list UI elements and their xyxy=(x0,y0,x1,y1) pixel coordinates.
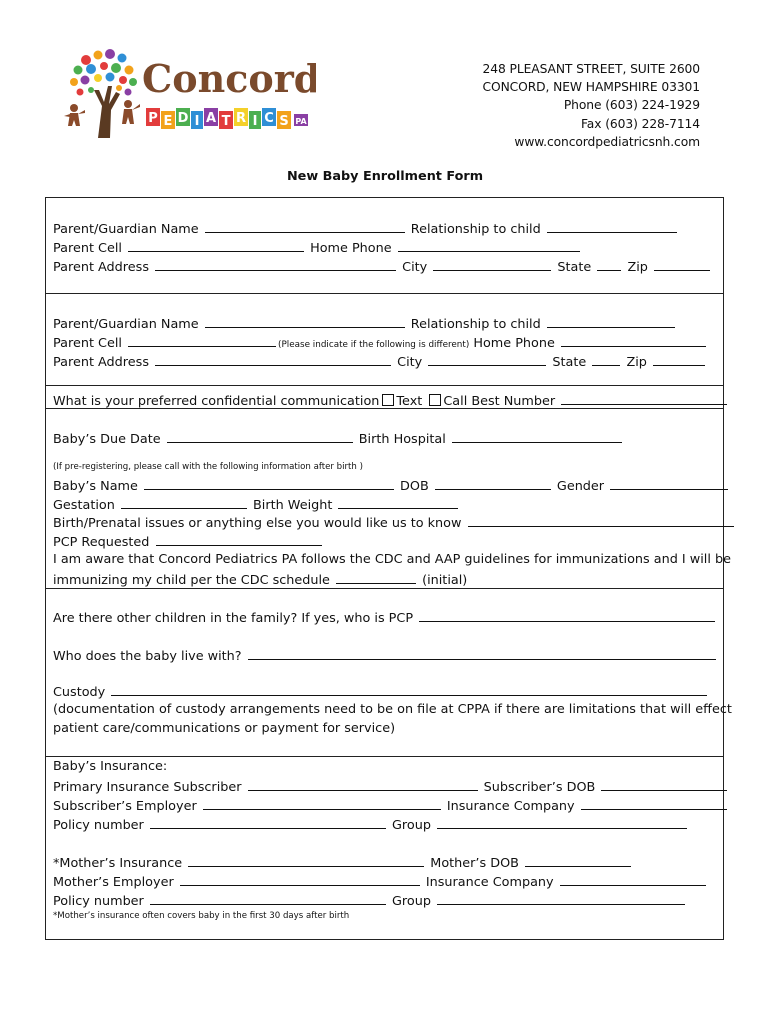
form-title: New Baby Enrollment Form xyxy=(286,169,484,184)
prereg-note: (If pre-registering, please call with the following information after birth ) xyxy=(53,462,363,472)
insurance-heading: Baby’s Insurance: xyxy=(53,759,168,774)
due-date-label: Baby’s Due Date xyxy=(53,432,161,447)
parent1-cell-field[interactable] xyxy=(128,239,304,252)
parent1-city-label: City xyxy=(402,260,428,275)
policy-number-2-field[interactable] xyxy=(150,892,386,905)
parent1-name-field[interactable] xyxy=(205,220,405,233)
gestation-field[interactable] xyxy=(121,496,247,509)
parent2-state-label: State xyxy=(552,355,587,370)
call-option-label: Call Best Number xyxy=(443,394,556,409)
parent1-address-label: Parent Address xyxy=(53,260,149,275)
gender-field[interactable] xyxy=(610,477,728,490)
parent1-city-field[interactable] xyxy=(433,258,551,271)
parent2-different-note: (Please indicate if the following is different) xyxy=(278,340,470,350)
custody-label: Custody xyxy=(53,685,106,700)
pcp-row xyxy=(53,533,324,551)
other-children-label: Are there other children in the family? If yes, who is PCP xyxy=(53,611,414,626)
parent2-city-field[interactable] xyxy=(428,353,546,366)
immunization-statement-cont: immunizing my child per the CDC schedule xyxy=(53,573,330,588)
svg-text:D: D xyxy=(177,111,189,126)
svg-text:E: E xyxy=(163,114,173,129)
insurance-heading-row xyxy=(53,759,167,775)
birth-hospital-label: Birth Hospital xyxy=(358,432,446,447)
parent1-relationship-label: Relationship to child xyxy=(410,222,541,237)
text-option-label: Text xyxy=(396,394,423,409)
parent1-address-field[interactable] xyxy=(155,258,396,271)
website-link[interactable]: www.concordpediatricsnh.com xyxy=(514,134,700,149)
communication-question: What is your preferred confidential communication xyxy=(53,394,380,409)
subscriber-dob-label: Subscriber’s DOB xyxy=(483,780,596,795)
lives-with-field[interactable] xyxy=(248,647,716,660)
svg-text:S: S xyxy=(279,114,289,129)
issues-field[interactable] xyxy=(468,514,734,527)
fax-number: Fax (603) 228-7114 xyxy=(580,116,700,131)
section-divider xyxy=(45,293,724,294)
subscriber-dob-field[interactable] xyxy=(601,778,727,791)
best-number-field[interactable] xyxy=(561,392,727,405)
svg-text:P: P xyxy=(148,111,158,126)
parent2-address-field[interactable] xyxy=(155,353,391,366)
issues-label: Birth/Prenatal issues or anything else you would like us to know xyxy=(53,516,462,531)
parent2-zip-label: Zip xyxy=(626,355,647,370)
svg-text:I: I xyxy=(252,114,258,129)
baby-name-field[interactable] xyxy=(144,477,394,490)
mothers-employer-label: Mother’s Employer xyxy=(53,875,174,890)
insurance-company-2-label: Insurance Company xyxy=(425,875,554,890)
svg-text:R: R xyxy=(235,111,247,126)
insurance-company-field[interactable] xyxy=(581,797,727,810)
parent2-home-phone-field[interactable] xyxy=(561,334,706,347)
birth-weight-field[interactable] xyxy=(338,496,458,509)
initial-label: (initial) xyxy=(422,573,468,588)
parent2-state-field[interactable] xyxy=(592,353,620,366)
insurance-company-2-field[interactable] xyxy=(560,873,706,886)
parent1-row-address xyxy=(53,258,712,276)
custody-note-line2 xyxy=(53,721,395,737)
birth-weight-label: Birth Weight xyxy=(253,498,333,513)
communication-row xyxy=(53,392,729,410)
issues-row xyxy=(53,514,736,532)
logo-tree-graphic xyxy=(58,46,316,146)
custody-note-line1 xyxy=(53,702,732,718)
practice-contact-info xyxy=(440,60,700,151)
dob-label: DOB xyxy=(400,479,429,494)
custody-note-cont: patient care/communications or payment for service) xyxy=(53,721,396,736)
due-date-field[interactable] xyxy=(167,430,353,443)
custody-field[interactable] xyxy=(111,683,707,696)
parent1-name-label: Parent/Guardian Name xyxy=(53,222,199,237)
primary-subscriber-label: Primary Insurance Subscriber xyxy=(53,780,242,795)
parent2-cell-field[interactable] xyxy=(128,334,276,347)
birth-hospital-field[interactable] xyxy=(452,430,622,443)
parent2-address-label: Parent Address xyxy=(53,355,149,370)
dob-field[interactable] xyxy=(435,477,551,490)
parent1-home-phone-field[interactable] xyxy=(398,239,580,252)
parent1-cell-label: Parent Cell xyxy=(53,241,122,256)
gender-label: Gender xyxy=(556,479,605,494)
immunization-statement-line2 xyxy=(53,571,467,589)
parent1-home-phone-label: Home Phone xyxy=(310,241,392,256)
logo-suffix: PA xyxy=(295,117,307,126)
policy-number-field[interactable] xyxy=(150,816,386,829)
call-checkbox[interactable] xyxy=(429,394,441,406)
policy-number-2-row xyxy=(53,892,687,910)
parent2-relationship-label: Relationship to child xyxy=(410,317,541,332)
svg-text:T: T xyxy=(221,114,231,129)
mothers-insurance-label: *Mother’s Insurance xyxy=(53,856,183,871)
gestation-label: Gestation xyxy=(53,498,115,513)
mothers-dob-label: Mother’s DOB xyxy=(430,856,519,871)
mothers-employer-row xyxy=(53,873,708,891)
group-2-field[interactable] xyxy=(437,892,685,905)
section-divider xyxy=(45,385,724,386)
mothers-insurance-row xyxy=(53,854,633,872)
parent1-state-field[interactable] xyxy=(597,258,621,271)
custody-note: (documentation of custody arrangements need to be on file at CPPA if there are limitations that will effect xyxy=(53,702,732,717)
mothers-insurance-footnote: *Mother’s insurance often covers baby in the first 30 days after birth xyxy=(53,911,350,921)
parent1-row-name xyxy=(53,220,679,238)
subscriber-employer-field[interactable] xyxy=(203,797,441,810)
immunization-statement: I am aware that Concord Pediatrics PA follows the CDC and AAP guidelines for immunizations and I will be xyxy=(53,552,731,567)
other-children-pcp-field[interactable] xyxy=(419,609,715,622)
subscriber-employer-label: Subscriber’s Employer xyxy=(53,799,197,814)
primary-subscriber-field[interactable] xyxy=(248,778,478,791)
baby-name-row xyxy=(53,477,730,495)
group-label: Group xyxy=(391,818,431,833)
policy-number-2-label: Policy number xyxy=(53,894,144,909)
parent2-name-label: Parent/Guardian Name xyxy=(53,317,199,332)
primary-subscriber-row xyxy=(53,778,729,796)
parent2-cell-label: Parent Cell xyxy=(53,336,122,351)
lives-with-row xyxy=(53,647,718,665)
parent2-relationship-field[interactable] xyxy=(547,315,675,328)
parent1-state-label: State xyxy=(557,260,592,275)
parent2-name-field[interactable] xyxy=(205,315,405,328)
phone-number: Phone (603) 224-1929 xyxy=(563,98,700,113)
parent1-row-phone xyxy=(53,239,582,257)
due-date-row xyxy=(53,430,624,448)
gestation-row xyxy=(53,496,460,514)
parent2-city-label: City xyxy=(397,355,423,370)
mothers-dob-field[interactable] xyxy=(525,854,631,867)
parent2-row-name xyxy=(53,315,677,333)
parent2-home-phone-label: Home Phone xyxy=(473,336,555,351)
pcp-field[interactable] xyxy=(156,533,322,546)
group-field[interactable] xyxy=(437,816,687,829)
section-divider xyxy=(45,756,724,757)
other-children-row xyxy=(53,609,717,627)
lives-with-label: Who does the baby live with? xyxy=(53,649,242,664)
custody-row xyxy=(53,683,709,701)
street-address: 248 PLEASANT STREET, SUITE 2600 xyxy=(482,62,700,76)
mothers-employer-field[interactable] xyxy=(180,873,420,886)
insurance-company-label: Insurance Company xyxy=(446,799,575,814)
logo-word-concord: Concord xyxy=(142,56,316,101)
baby-name-label: Baby’s Name xyxy=(53,479,138,494)
parent2-row-address xyxy=(53,353,707,371)
svg-text:C: C xyxy=(264,111,274,126)
svg-text:A: A xyxy=(205,111,217,126)
subscriber-employer-row xyxy=(53,797,729,815)
parent1-zip-label: Zip xyxy=(627,260,648,275)
parent1-zip-field[interactable] xyxy=(654,258,710,271)
pcp-label: PCP Requested xyxy=(53,535,150,550)
policy-number-label: Policy number xyxy=(53,818,144,833)
initial-field[interactable] xyxy=(336,571,416,584)
city-state-zip: CONCORD, NEW HAMPSHIRE 03301 xyxy=(482,80,700,95)
parent1-relationship-field[interactable] xyxy=(547,220,677,233)
text-checkbox[interactable] xyxy=(382,394,394,406)
mothers-insurance-field[interactable] xyxy=(188,854,424,867)
immunization-statement-line1 xyxy=(53,552,731,568)
policy-number-row xyxy=(53,816,689,834)
svg-text:I: I xyxy=(194,114,200,129)
group-2-label: Group xyxy=(391,894,431,909)
parent2-zip-field[interactable] xyxy=(653,353,705,366)
parent2-row-phone xyxy=(53,334,708,353)
concord-pediatrics-logo xyxy=(58,46,316,146)
